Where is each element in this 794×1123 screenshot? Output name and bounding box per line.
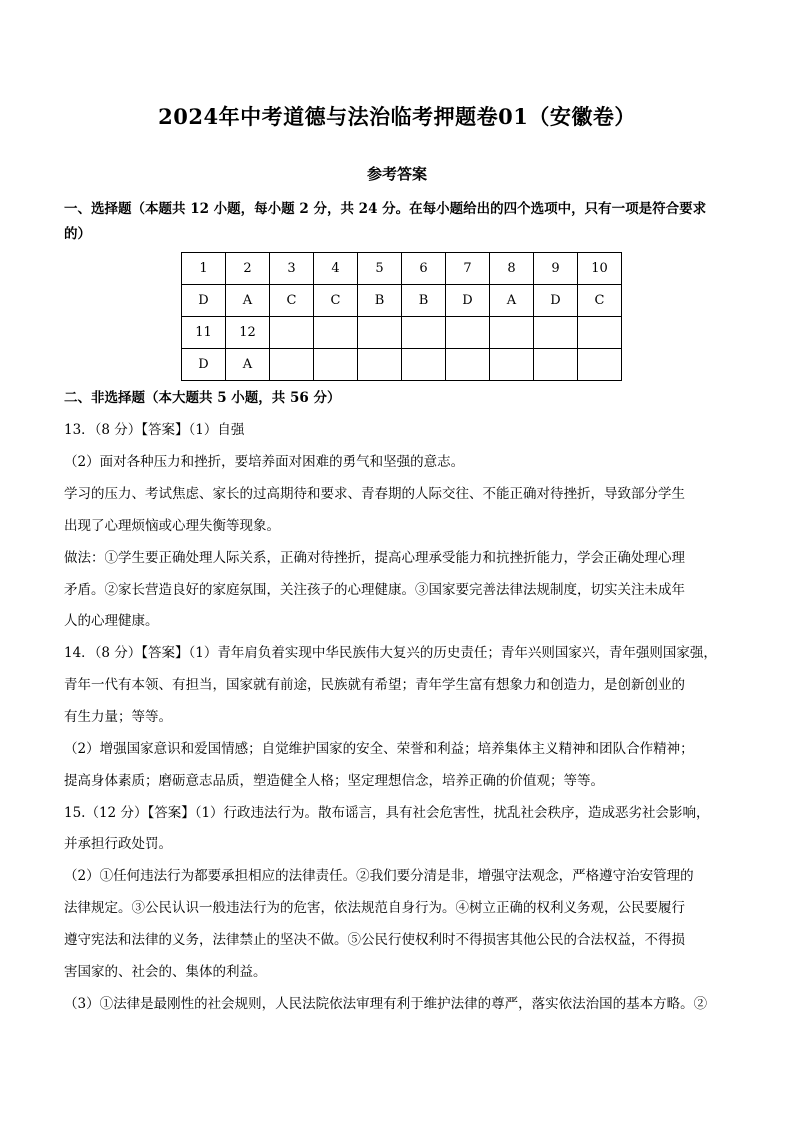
answer-line: 做法：①学生要正确处理人际关系，正确对待挫折，提高心理承受能力和抗挫折能力，学会正确处理心理 <box>64 550 685 566</box>
table-cell: 9 <box>534 253 578 285</box>
answer-line: 人的心理健康。 <box>64 613 159 629</box>
table-cell: D <box>182 285 226 317</box>
table-cell <box>358 317 402 349</box>
page-subtitle: 参考答案 <box>366 165 427 183</box>
answer-line: （2）增强国家意识和爱国情感；自觉维护国家的安全、荣誉和利益；培养集体主义精神和团队合作精神； <box>64 741 694 757</box>
answer-line: 并承担行政处罚。 <box>64 836 172 852</box>
table-cell <box>314 317 358 349</box>
table-cell: 11 <box>182 317 226 349</box>
table-cell: D <box>446 285 490 317</box>
table-cell: C <box>314 285 358 317</box>
table-cell <box>446 317 490 349</box>
table-cell <box>270 349 314 381</box>
answer-line: （2）①任何违法行为都要承担相应的法律责任。②我们要分清是非，增强守法观念，严格遵守治安管理的 <box>64 868 694 884</box>
table-cell <box>578 349 622 381</box>
table-cell <box>578 317 622 349</box>
table-cell <box>314 349 358 381</box>
table-cell: D <box>534 285 578 317</box>
table-cell: 7 <box>446 253 490 285</box>
answer-line: 15.（12 分）【答案】（1）行政违法行为。散布谣言，具有社会危害性，扰乱社会秩序，造成恶劣社会影响， <box>64 805 710 821</box>
table-cell: A <box>226 349 270 381</box>
table-cell: 1 <box>182 253 226 285</box>
table-cell: 3 <box>270 253 314 285</box>
table-cell: C <box>578 285 622 317</box>
section2-heading: 二、非选择题（本大题共 5 小题，共 56 分） <box>64 390 341 406</box>
answer-line: 法律规定。③公民认识一般违法行为的危害，依法规范自身行为。④树立正确的权利义务观，公民要履行 <box>64 900 685 916</box>
answer-line: 学习的压力、考试焦虑、家长的过高期待和要求、青春期的人际交往、不能正确对待挫折，导致部分学生 <box>64 486 685 502</box>
table-cell: A <box>490 285 534 317</box>
answer-line: 青年一代有本领、有担当，国家就有前途，民族就有希望；青年学生富有想象力和创造力，是创新创业的 <box>64 677 685 693</box>
table-row <box>182 285 622 317</box>
table-cell: 6 <box>402 253 446 285</box>
table-row <box>182 349 622 381</box>
table-cell <box>270 317 314 349</box>
section1-heading-cont: 的） <box>64 226 91 242</box>
table-cell: B <box>402 285 446 317</box>
table-cell: 8 <box>490 253 534 285</box>
table-cell <box>402 317 446 349</box>
page-title: 2024年中考道德与法治临考押题卷01（安徽卷） <box>158 104 636 129</box>
table-cell <box>490 349 534 381</box>
answer-line: 矛盾。②家长营造良好的家庭氛围，关注孩子的心理健康。③国家要完善法律法规制度，切实关注未成年 <box>64 582 685 598</box>
table-cell: C <box>270 285 314 317</box>
answer-table <box>181 252 622 381</box>
answer-line: 13．（8 分）【答案】（1）自强 <box>64 422 245 438</box>
table-cell <box>358 349 402 381</box>
answer-line: 出现了心理烦恼或心理失衡等现象。 <box>64 518 280 534</box>
table-cell <box>446 349 490 381</box>
table-row <box>182 253 622 285</box>
table-cell <box>490 317 534 349</box>
table-cell: 10 <box>578 253 622 285</box>
table-cell <box>534 317 578 349</box>
answer-line: 有生力量；等等。 <box>64 709 172 725</box>
table-row <box>182 317 622 349</box>
table-cell: 2 <box>226 253 270 285</box>
table-cell: 4 <box>314 253 358 285</box>
answer-line: （2）面对各种压力和挫折，要培养面对困难的勇气和坚强的意志。 <box>64 454 465 470</box>
answer-line: 害国家的、社会的、集体的利益。 <box>64 964 267 980</box>
table-cell: A <box>226 285 270 317</box>
table-cell: 5 <box>358 253 402 285</box>
table-cell: D <box>182 349 226 381</box>
answer-line: 提高身体素质；磨砺意志品质，塑造健全人格；坚定理想信念，培养正确的价值观；等等。 <box>64 773 604 789</box>
table-cell: B <box>358 285 402 317</box>
answer-line: （3）①法律是最刚性的社会规则，人民法院依法审理有利于维护法律的尊严，落实依法治国的基本方略。② <box>64 996 708 1012</box>
table-cell: 12 <box>226 317 270 349</box>
table-cell <box>402 349 446 381</box>
table-cell <box>534 349 578 381</box>
answer-line: 14．（8 分）【答案】（1）青年肩负着实现中华民族伟大复兴的历史责任；青年兴则国家兴，青年强则国家强， <box>64 645 717 661</box>
answer-line: 遵守宪法和法律的义务，法律禁止的坚决不做。⑤公民行使权利时不得损害其他公民的合法权益，不得损 <box>64 932 685 948</box>
section1-heading: 一、选择题（本题共 12 小题，每小题 2 分，共 24 分。在每小题给出的四个选项中，只有一项是符合要求 <box>64 201 707 217</box>
